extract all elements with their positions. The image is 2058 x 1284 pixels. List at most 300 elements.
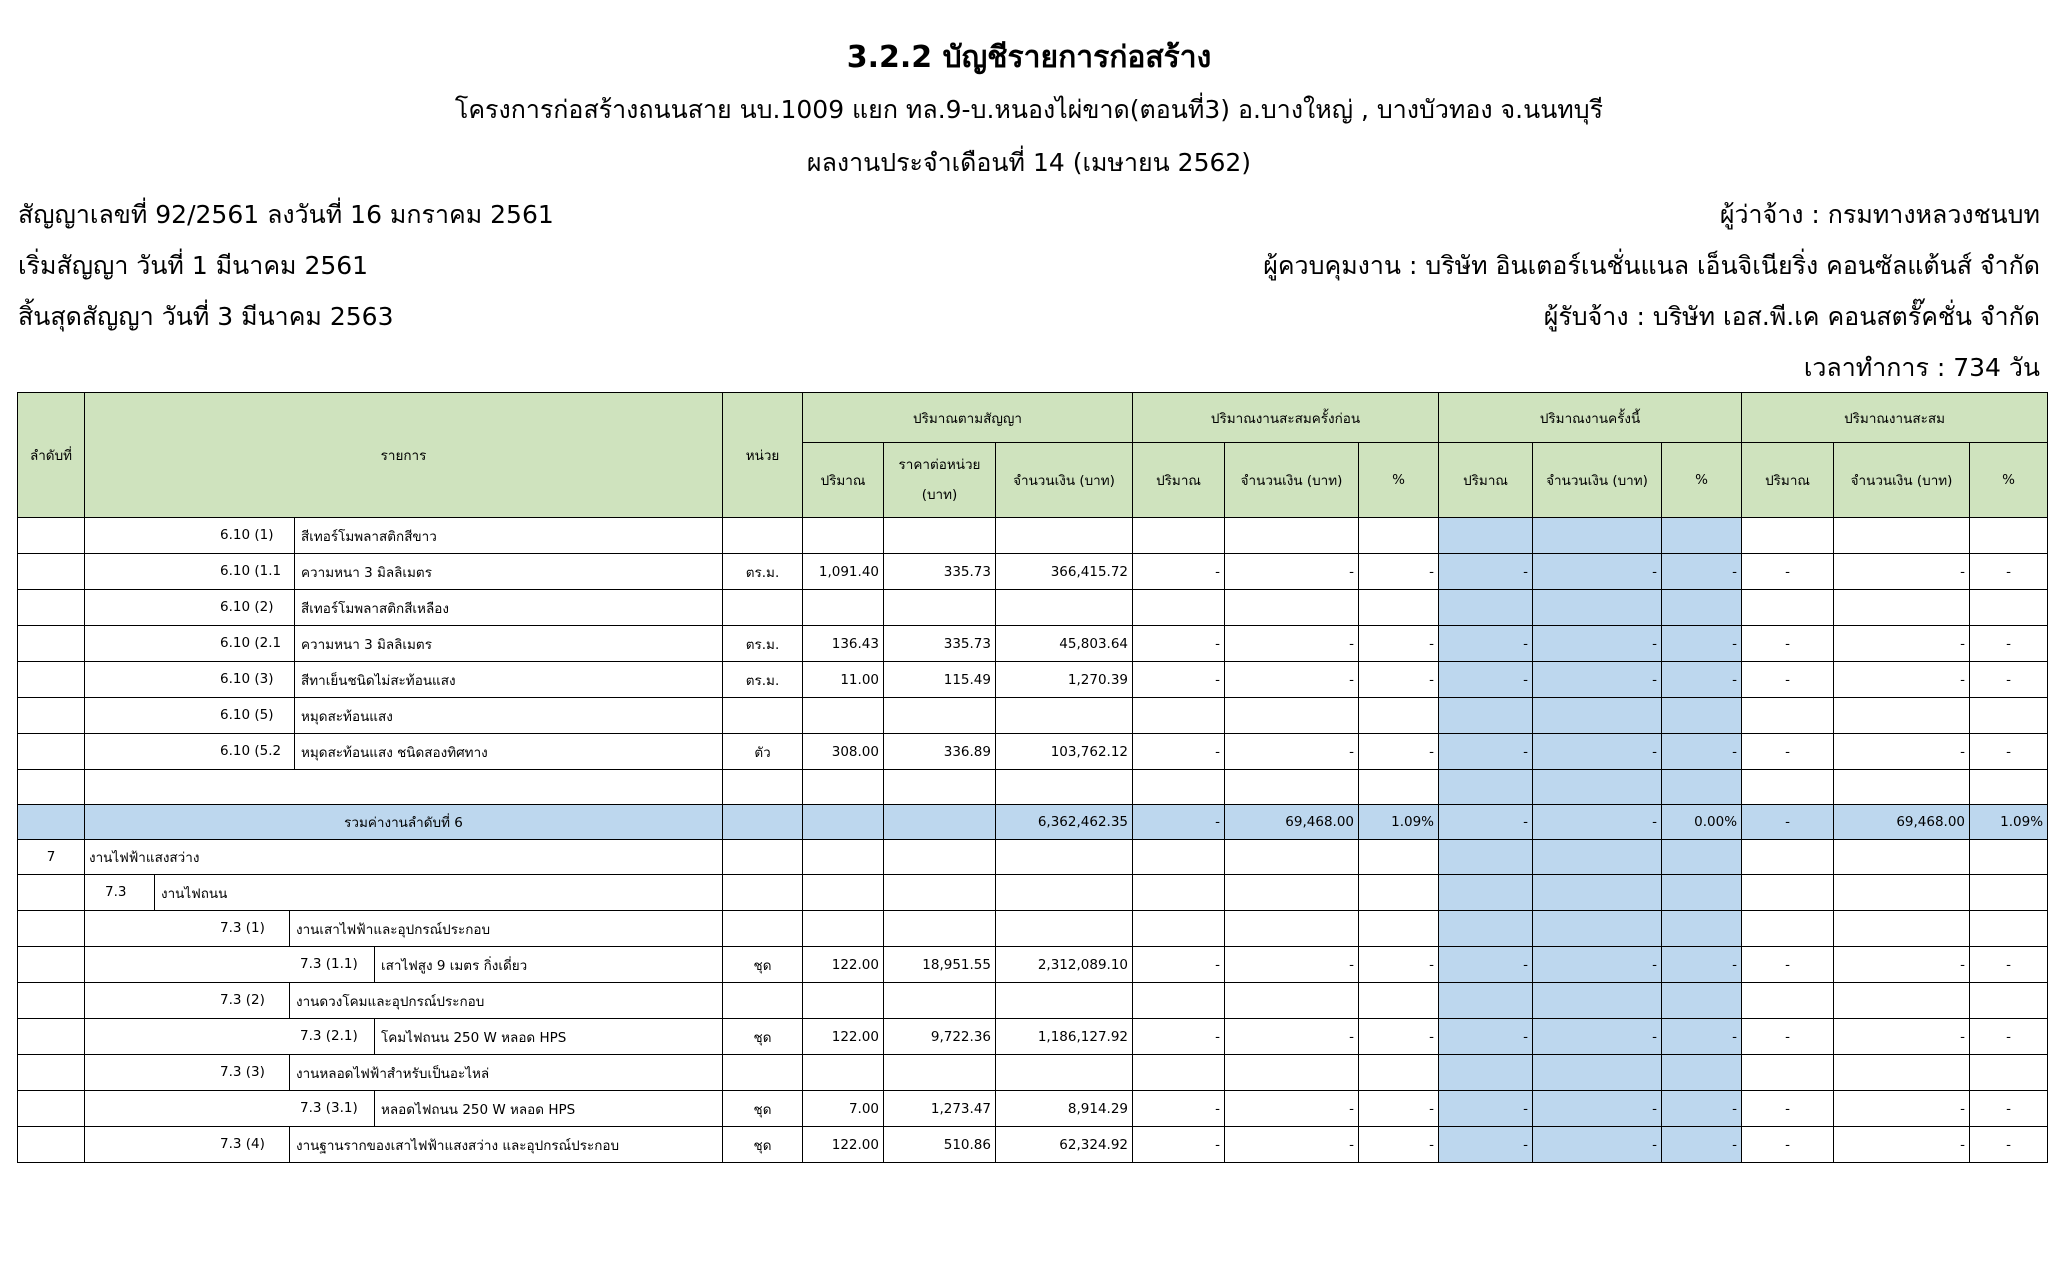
item-description: หลอดไฟถนน 250 W หลอด HPS xyxy=(381,1101,576,1118)
prev-qty: - xyxy=(1133,1127,1225,1163)
prev-qty: - xyxy=(1133,734,1225,770)
contract-amount: 1,186,127.92 xyxy=(996,1019,1133,1055)
cum-amount: - xyxy=(1834,1019,1970,1055)
contract-amount: 103,762.12 xyxy=(996,734,1133,770)
table-row xyxy=(18,1055,2048,1091)
contract-qty: 122.00 xyxy=(803,1019,884,1055)
row-item xyxy=(85,1019,723,1055)
contract-amount xyxy=(996,518,1133,554)
row-no xyxy=(18,983,85,1019)
table-row xyxy=(18,1019,2048,1055)
subtotal-row xyxy=(18,805,2048,840)
prev-pct: - xyxy=(1359,947,1439,983)
prev-pct: - xyxy=(1359,1019,1439,1055)
row-unit: ตร.ม. xyxy=(723,554,803,590)
cum-pct: - xyxy=(1970,662,2048,698)
row-no xyxy=(18,770,85,805)
unit-price: 336.89 xyxy=(884,734,996,770)
cum-pct: - xyxy=(1970,554,2048,590)
this-pct xyxy=(1662,875,1742,911)
this-pct: - xyxy=(1662,626,1742,662)
this-pct xyxy=(1662,983,1742,1019)
item-description: งานไฟฟ้าแสงสว่าง xyxy=(89,850,200,866)
this-pct xyxy=(1662,590,1742,626)
this-pct xyxy=(1662,840,1742,875)
cum-qty xyxy=(1742,840,1834,875)
cum-amount xyxy=(1834,698,1970,734)
col-cum-qty: ปริมาณ xyxy=(1742,443,1834,518)
table-row xyxy=(18,626,2048,662)
unit-price: 335.73 xyxy=(884,626,996,662)
document-title: 3.2.2 บัญชีรายการก่อสร้าง xyxy=(846,40,1212,75)
unit-price xyxy=(884,770,996,805)
item-cell xyxy=(85,1091,722,1126)
item-code: 6.10 (1.1 xyxy=(220,554,295,589)
prev-qty: - xyxy=(1133,626,1225,662)
row-item xyxy=(85,626,723,662)
cum-qty xyxy=(1742,698,1834,734)
cum-qty xyxy=(1742,911,1834,947)
col-this-pct: % xyxy=(1662,443,1742,518)
cum-amount xyxy=(1834,518,1970,554)
item-cell xyxy=(85,1055,722,1090)
item-code: 6.10 (5) xyxy=(220,698,295,733)
table-row xyxy=(18,840,2048,875)
prev-qty: - xyxy=(1133,805,1225,840)
cum-qty: - xyxy=(1742,1091,1834,1127)
table-row xyxy=(18,911,2048,947)
this-qty: - xyxy=(1439,626,1533,662)
prev-qty xyxy=(1133,911,1225,947)
row-item xyxy=(85,554,723,590)
this-amount: - xyxy=(1533,662,1662,698)
cum-qty xyxy=(1742,875,1834,911)
prev-qty xyxy=(1133,590,1225,626)
this-pct: - xyxy=(1662,662,1742,698)
item-cell xyxy=(85,983,722,1018)
item-description: หมุดสะท้อนแสง xyxy=(301,708,393,725)
row-unit xyxy=(723,518,803,554)
contract-amount: 6,362,462.35 xyxy=(996,805,1133,840)
this-qty: - xyxy=(1439,947,1533,983)
row-item xyxy=(85,840,723,875)
cum-pct xyxy=(1970,983,2048,1019)
item-code: 6.10 (3) xyxy=(220,662,295,697)
this-qty xyxy=(1439,875,1533,911)
this-qty xyxy=(1439,983,1533,1019)
unit-price xyxy=(884,911,996,947)
row-item xyxy=(85,911,723,947)
cum-qty: - xyxy=(1742,626,1834,662)
cum-pct xyxy=(1970,518,2048,554)
contract-amount: 2,312,089.10 xyxy=(996,947,1133,983)
contract-qty: 11.00 xyxy=(803,662,884,698)
row-unit xyxy=(723,875,803,911)
row-no xyxy=(18,554,85,590)
item-code: 6.10 (2.1 xyxy=(220,626,295,661)
col-this-amount: จำนวนเงิน (บาท) xyxy=(1533,443,1662,518)
contract-qty: 122.00 xyxy=(803,947,884,983)
col-item: รายการ xyxy=(85,393,723,518)
col-cum-pct: % xyxy=(1970,443,2048,518)
contract-qty xyxy=(803,518,884,554)
prev-pct xyxy=(1359,840,1439,875)
item-cell xyxy=(85,698,722,733)
col-contract-amount: จำนวนเงิน (บาท) xyxy=(996,443,1133,518)
unit-price: 1,273.47 xyxy=(884,1091,996,1127)
table-row xyxy=(18,770,2048,805)
prev-qty: - xyxy=(1133,1091,1225,1127)
cum-amount xyxy=(1834,983,1970,1019)
unit-price: 9,722.36 xyxy=(884,1019,996,1055)
this-amount xyxy=(1533,770,1662,805)
cum-qty: - xyxy=(1742,1019,1834,1055)
item-cell xyxy=(85,590,722,625)
cum-pct xyxy=(1970,698,2048,734)
this-amount: - xyxy=(1533,1127,1662,1163)
prev-pct xyxy=(1359,875,1439,911)
prev-qty xyxy=(1133,983,1225,1019)
this-qty xyxy=(1439,911,1533,947)
col-no: ลำดับที่ xyxy=(18,393,85,518)
item-code: 7.3 (2) xyxy=(220,983,290,1018)
row-item xyxy=(85,590,723,626)
row-item xyxy=(85,662,723,698)
item-code: 6.10 (5.2 xyxy=(220,734,295,769)
col-unit-price: ราคาต่อหน่วย (บาท) xyxy=(884,443,996,518)
cum-amount: - xyxy=(1834,947,1970,983)
item-code: 7.3 (1.1) xyxy=(300,947,375,982)
this-amount: - xyxy=(1533,554,1662,590)
prev-amount xyxy=(1225,518,1359,554)
prev-pct xyxy=(1359,590,1439,626)
this-amount: - xyxy=(1533,1019,1662,1055)
row-unit: ตร.ม. xyxy=(723,626,803,662)
group-contract: ปริมาณตามสัญญา xyxy=(803,393,1133,443)
row-item xyxy=(85,770,723,805)
contract-amount xyxy=(996,590,1133,626)
cum-pct xyxy=(1970,911,2048,947)
row-unit xyxy=(723,911,803,947)
table-row xyxy=(18,875,2048,911)
contract-qty xyxy=(803,1055,884,1091)
contract-qty xyxy=(803,875,884,911)
row-no xyxy=(18,698,85,734)
item-cell xyxy=(85,554,722,589)
item-cell xyxy=(85,1127,722,1162)
this-qty xyxy=(1439,840,1533,875)
contract-qty xyxy=(803,698,884,734)
unit-price xyxy=(884,518,996,554)
item-description: สีเทอร์โมพลาสติกสีเหลือง xyxy=(301,600,449,617)
cum-pct: 1.09% xyxy=(1970,805,2048,840)
this-pct: - xyxy=(1662,1127,1742,1163)
contract-qty xyxy=(803,590,884,626)
prev-amount: 69,468.00 xyxy=(1225,805,1359,840)
prev-pct: - xyxy=(1359,1127,1439,1163)
unit-price: 18,951.55 xyxy=(884,947,996,983)
row-unit: ชุด xyxy=(723,1127,803,1163)
contract-qty xyxy=(803,770,884,805)
this-amount: - xyxy=(1533,1091,1662,1127)
row-unit: ตร.ม. xyxy=(723,662,803,698)
contract-amount xyxy=(996,983,1133,1019)
row-item xyxy=(85,1055,723,1091)
contract-amount: 8,914.29 xyxy=(996,1091,1133,1127)
this-pct xyxy=(1662,770,1742,805)
row-item xyxy=(85,1127,723,1163)
table-row xyxy=(18,518,2048,554)
cum-amount xyxy=(1834,875,1970,911)
cum-qty: - xyxy=(1742,1127,1834,1163)
cum-amount xyxy=(1834,770,1970,805)
cum-amount: - xyxy=(1834,734,1970,770)
this-amount xyxy=(1533,840,1662,875)
this-qty: - xyxy=(1439,805,1533,840)
prev-amount xyxy=(1225,698,1359,734)
prev-pct: - xyxy=(1359,1091,1439,1127)
work-duration: เวลาทำการ : 734 วัน xyxy=(1803,353,2040,382)
item-description: งานเสาไฟฟ้าและอุปกรณ์ประกอบ xyxy=(296,921,491,938)
row-item xyxy=(85,518,723,554)
cum-amount: - xyxy=(1834,662,1970,698)
item-code: 7.3 (1) xyxy=(220,911,290,946)
prev-amount: - xyxy=(1225,1127,1359,1163)
row-unit xyxy=(723,770,803,805)
this-pct xyxy=(1662,1055,1742,1091)
item-cell xyxy=(85,518,722,553)
row-no xyxy=(18,590,85,626)
row-no xyxy=(18,1127,85,1163)
contract-qty: 136.43 xyxy=(803,626,884,662)
item-description: งานดวงโคมและอุปกรณ์ประกอบ xyxy=(296,993,485,1010)
row-no xyxy=(18,1019,85,1055)
unit-price: 335.73 xyxy=(884,554,996,590)
item-description: งานไฟถนน xyxy=(161,885,228,902)
prev-amount: - xyxy=(1225,1091,1359,1127)
unit-price xyxy=(884,875,996,911)
item-code: 7.3 (4) xyxy=(220,1127,290,1162)
item-cell xyxy=(85,840,722,874)
col-cum-amount: จำนวนเงิน (บาท) xyxy=(1834,443,1970,518)
prev-qty xyxy=(1133,1055,1225,1091)
cum-amount: - xyxy=(1834,626,1970,662)
contract-amount: 366,415.72 xyxy=(996,554,1133,590)
this-qty: - xyxy=(1439,662,1533,698)
row-unit xyxy=(723,983,803,1019)
this-amount xyxy=(1533,911,1662,947)
contract-number: สัญญาเลขที่ 92/2561 ลงวันที่ 16 มกราคม 2561 xyxy=(18,200,554,229)
prev-pct: - xyxy=(1359,626,1439,662)
unit-price xyxy=(884,805,996,840)
project-name: โครงการก่อสร้างถนนสาย นบ.1009 แยก ทล.9-บ.หนองไผ่ขาด(ตอนที่3) อ.บางใหญ่ , บางบัวทอง จ.นนทบุรี xyxy=(454,95,1604,124)
cum-qty: - xyxy=(1742,734,1834,770)
cum-pct xyxy=(1970,875,2048,911)
prev-pct: 1.09% xyxy=(1359,805,1439,840)
this-amount xyxy=(1533,698,1662,734)
contract-amount: 1,270.39 xyxy=(996,662,1133,698)
this-amount: - xyxy=(1533,947,1662,983)
unit-price xyxy=(884,983,996,1019)
row-unit: ตัว xyxy=(723,734,803,770)
item-cell xyxy=(85,662,722,697)
item-cell xyxy=(85,911,722,946)
row-unit: ชุด xyxy=(723,1019,803,1055)
table-row xyxy=(18,1127,2048,1163)
contract-qty xyxy=(803,911,884,947)
item-description: หมุดสะท้อนแสง ชนิดสองทิศทาง xyxy=(301,744,488,761)
prev-amount xyxy=(1225,983,1359,1019)
row-unit xyxy=(723,805,803,840)
row-no xyxy=(18,662,85,698)
table-body xyxy=(18,518,2048,1163)
contract-amount xyxy=(996,698,1133,734)
this-amount: - xyxy=(1533,734,1662,770)
contract-amount xyxy=(996,911,1133,947)
cum-pct xyxy=(1970,840,2048,875)
cum-amount xyxy=(1834,840,1970,875)
table-row xyxy=(18,662,2048,698)
prev-amount xyxy=(1225,770,1359,805)
col-contract-qty: ปริมาณ xyxy=(803,443,884,518)
cum-pct xyxy=(1970,590,2048,626)
row-description: รวมค่างานลำดับที่ 6 xyxy=(85,805,723,840)
prev-pct xyxy=(1359,1055,1439,1091)
prev-pct xyxy=(1359,983,1439,1019)
table-row xyxy=(18,554,2048,590)
row-item xyxy=(85,947,723,983)
unit-price: 115.49 xyxy=(884,662,996,698)
prev-qty xyxy=(1133,698,1225,734)
this-qty: - xyxy=(1439,734,1533,770)
table-row xyxy=(18,983,2048,1019)
col-prev-amount: จำนวนเงิน (บาท) xyxy=(1225,443,1359,518)
row-item xyxy=(85,734,723,770)
col-prev-qty: ปริมาณ xyxy=(1133,443,1225,518)
row-no xyxy=(18,1091,85,1127)
this-amount: - xyxy=(1533,805,1662,840)
cum-amount: - xyxy=(1834,1127,1970,1163)
prev-pct xyxy=(1359,911,1439,947)
contract-amount xyxy=(996,1055,1133,1091)
prev-qty xyxy=(1133,770,1225,805)
prev-amount: - xyxy=(1225,554,1359,590)
this-qty xyxy=(1439,770,1533,805)
cum-amount xyxy=(1834,1055,1970,1091)
prev-amount: - xyxy=(1225,734,1359,770)
contract-start: เริ่มสัญญา วันที่ 1 มีนาคม 2561 xyxy=(18,251,369,280)
prev-amount: - xyxy=(1225,1019,1359,1055)
supervisor: ผู้ควบคุมงาน : บริษัท อินเตอร์เนชั่นแนล เอ็นจิเนียริ่ง คอนซัลแต้นส์ จำกัด xyxy=(1263,251,2040,280)
prev-amount: - xyxy=(1225,662,1359,698)
row-unit xyxy=(723,590,803,626)
item-cell xyxy=(85,734,722,769)
row-no xyxy=(18,805,85,840)
unit-price: 510.86 xyxy=(884,1127,996,1163)
group-cumulative: ปริมาณงานสะสม xyxy=(1742,393,2048,443)
prev-amount xyxy=(1225,590,1359,626)
cum-qty: - xyxy=(1742,662,1834,698)
table-row xyxy=(18,734,2048,770)
group-this-period: ปริมาณงานครั้งนี้ xyxy=(1439,393,1742,443)
this-amount xyxy=(1533,590,1662,626)
this-qty xyxy=(1439,698,1533,734)
row-no xyxy=(18,911,85,947)
prev-pct: - xyxy=(1359,734,1439,770)
cum-qty xyxy=(1742,518,1834,554)
this-amount xyxy=(1533,983,1662,1019)
row-item xyxy=(85,875,723,911)
contract-qty: 1,091.40 xyxy=(803,554,884,590)
contract-end: สิ้นสุดสัญญา วันที่ 3 มีนาคม 2563 xyxy=(18,302,394,331)
this-pct: - xyxy=(1662,1019,1742,1055)
row-unit xyxy=(723,1055,803,1091)
this-amount: - xyxy=(1533,626,1662,662)
col-unit: หน่วย xyxy=(723,393,803,518)
item-cell xyxy=(85,947,722,982)
prev-qty: - xyxy=(1133,947,1225,983)
report-period: ผลงานประจำเดือนที่ 14 (เมษายน 2562) xyxy=(806,148,1252,177)
contract-amount xyxy=(996,875,1133,911)
prev-amount: - xyxy=(1225,626,1359,662)
contract-amount xyxy=(996,840,1133,875)
this-amount xyxy=(1533,875,1662,911)
prev-pct xyxy=(1359,770,1439,805)
cum-pct xyxy=(1970,1055,2048,1091)
this-pct xyxy=(1662,518,1742,554)
cum-amount xyxy=(1834,911,1970,947)
item-cell xyxy=(85,875,722,910)
prev-qty: - xyxy=(1133,662,1225,698)
this-pct: - xyxy=(1662,734,1742,770)
unit-price xyxy=(884,590,996,626)
prev-amount xyxy=(1225,840,1359,875)
unit-price xyxy=(884,698,996,734)
this-qty: - xyxy=(1439,1127,1533,1163)
prev-amount xyxy=(1225,1055,1359,1091)
cum-pct: - xyxy=(1970,1019,2048,1055)
row-unit xyxy=(723,840,803,875)
row-no: 7 xyxy=(18,840,85,875)
item-code: 7.3 (3) xyxy=(220,1055,290,1090)
this-pct: 0.00% xyxy=(1662,805,1742,840)
this-amount xyxy=(1533,1055,1662,1091)
cum-qty xyxy=(1742,770,1834,805)
contract-amount xyxy=(996,770,1133,805)
cum-amount: - xyxy=(1834,554,1970,590)
prev-qty xyxy=(1133,518,1225,554)
item-description: งานหลอดไฟฟ้าสำหรับเป็นอะไหล่ xyxy=(296,1065,490,1082)
cum-pct: - xyxy=(1970,1091,2048,1127)
row-no xyxy=(18,518,85,554)
prev-qty: - xyxy=(1133,1019,1225,1055)
item-description: สีเทอร์โมพลาสติกสีขาว xyxy=(301,528,437,545)
cum-pct: - xyxy=(1970,947,2048,983)
cum-pct: - xyxy=(1970,1127,2048,1163)
cum-qty xyxy=(1742,1055,1834,1091)
table-header xyxy=(18,393,2048,518)
unit-price xyxy=(884,1055,996,1091)
item-code: 7.3 xyxy=(105,875,155,910)
contract-amount: 45,803.64 xyxy=(996,626,1133,662)
item-cell xyxy=(85,1019,722,1054)
cum-amount xyxy=(1834,590,1970,626)
contract-qty xyxy=(803,983,884,1019)
contract-amount: 62,324.92 xyxy=(996,1127,1133,1163)
cum-qty: - xyxy=(1742,947,1834,983)
table-row xyxy=(18,698,2048,734)
cum-amount: - xyxy=(1834,1091,1970,1127)
